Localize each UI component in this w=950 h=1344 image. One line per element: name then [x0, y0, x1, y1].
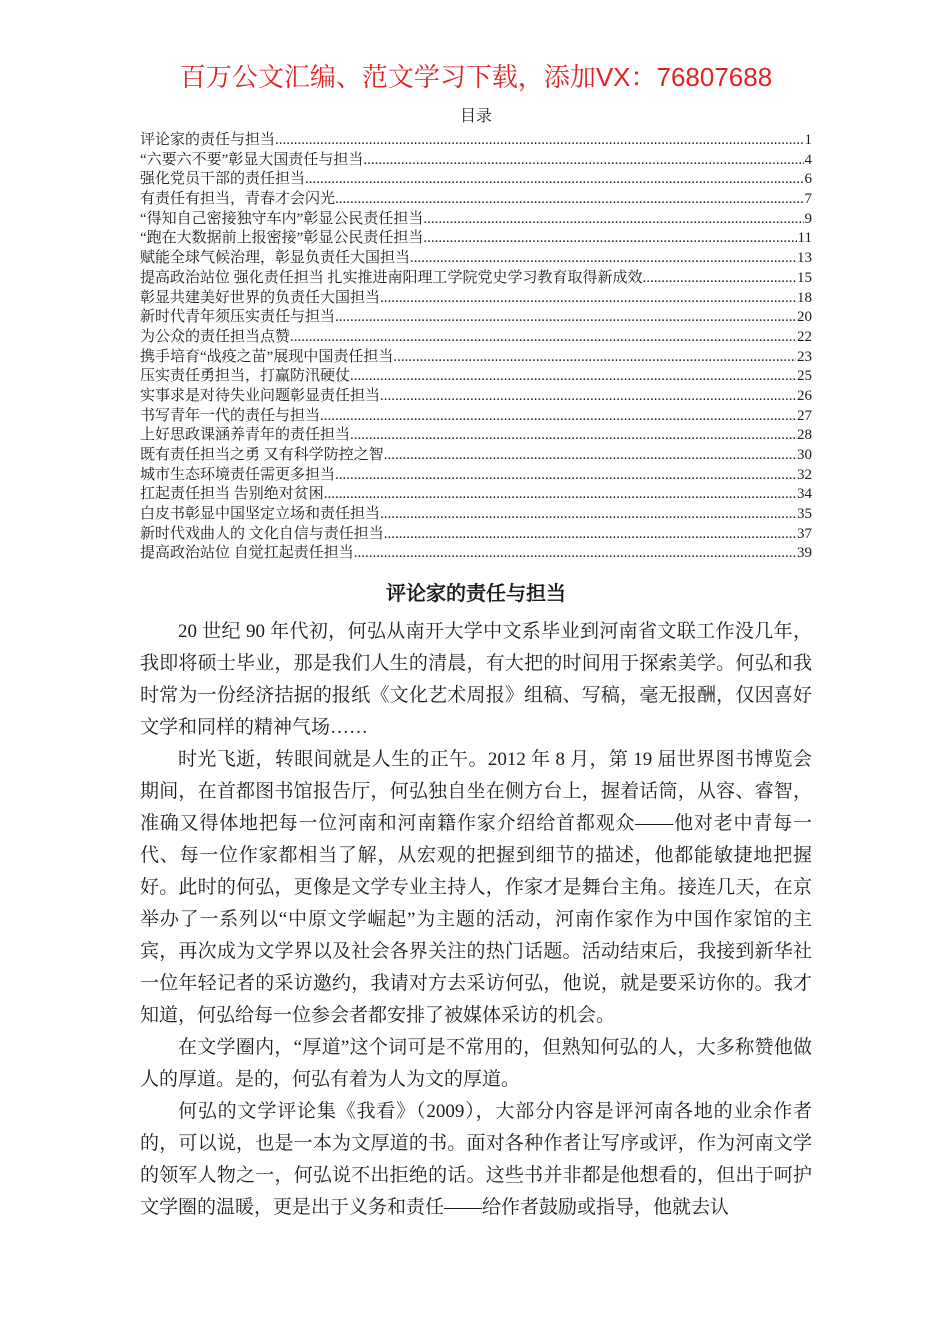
- toc-leader-dots: [384, 525, 796, 545]
- toc-entry-page: 39: [797, 545, 812, 562]
- toc-entry[interactable]: [140, 229, 812, 249]
- toc-entry-page: 7: [804, 191, 812, 208]
- toc-entry[interactable]: [140, 308, 812, 328]
- toc-leader-dots: [320, 407, 796, 427]
- toc-entry-title: 为公众的责任担当点赞: [140, 328, 291, 345]
- article-paragraph: 时光飞逝，转眼间就是人生的正午。2012 年 8 月，第 19 届世界图书博览会期间，在首都图书馆报告厅，何弘独自坐在侧方台上，握着话筒，从容、睿智，准确又得体地把每一位河南和河南籍作家介绍给首都观众——他对老中青每一代、每一位作家都相当了解，从宏观的把握到细节的描述，他都能敏捷地把握好。此时的何弘，更像是文学专业主持人，作家才是舞台主角。接连几天，在京举办了一系列以“中原文学崛起”为主题的活动，河南作家作为中国作家馆的主宾，再次成为文学界以及社会各界关注的热门话题。活动结束后，我接到新华社一位年轻记者的采访邀约，我请对方去采访何弘，他说，就是要采访你的。我才知道，何弘给每一位参会者都安排了被媒体采访的机会。: [140, 749, 812, 1027]
- toc-entry[interactable]: [140, 485, 812, 505]
- toc-entry[interactable]: [140, 249, 812, 269]
- article-body: [140, 616, 812, 1224]
- toc-entry-page: 28: [797, 427, 812, 444]
- toc-leader-dots: [423, 229, 796, 249]
- toc-leader-dots: [423, 210, 803, 230]
- toc-entry-page: 9: [804, 210, 812, 227]
- toc-entry[interactable]: [140, 387, 812, 407]
- toc-leader-dots: [380, 289, 796, 309]
- toc-entry-title: 提高政治站位 强化责任担当 扎实推进南阳理工学院党史学习教育取得新成效: [140, 269, 643, 286]
- toc-leader-dots: [393, 348, 796, 368]
- article-section: [140, 580, 812, 1224]
- toc-entry[interactable]: [140, 466, 812, 486]
- toc-entry[interactable]: [140, 131, 812, 151]
- toc-entry-page: 27: [797, 407, 812, 424]
- toc-entry-title: 提高政治站位 自觉扛起责任担当: [140, 545, 354, 562]
- toc-entry-title: 彰显共建美好世界的负责任大国担当: [140, 289, 381, 306]
- toc-entry-title: “跑在大数据前上报密接”彰显公民责任担当: [140, 230, 424, 247]
- toc-leader-dots: [643, 269, 796, 289]
- toc-leader-dots: [335, 466, 796, 486]
- toc-leader-dots: [363, 151, 803, 171]
- toc-entry[interactable]: [140, 170, 812, 190]
- toc-entry[interactable]: [140, 269, 812, 289]
- toc-entry-page: 18: [797, 289, 812, 306]
- toc-entry-title: “六要六不要”彰显大国责任与担当: [140, 151, 364, 168]
- toc-entry-title: 上好思政课涵养青年的责任担当: [140, 427, 351, 444]
- toc-leader-dots: [350, 426, 796, 446]
- toc-entry-title: 扛起责任担当 告别绝对贫困: [140, 486, 324, 503]
- toc-entry-title: 强化党员干部的责任担当: [140, 171, 306, 188]
- toc-leader-dots: [335, 308, 796, 328]
- toc-entry-page: 1: [804, 132, 812, 148]
- toc-entry-page: 37: [797, 525, 812, 542]
- toc-entry-page: 34: [797, 486, 812, 503]
- toc-leader-dots: [354, 544, 796, 564]
- toc-entry-page: 4: [804, 151, 812, 168]
- toc-entry[interactable]: [140, 151, 812, 171]
- toc-entry-title: “得知自己密接独守车内”彰显公民责任担当: [140, 210, 424, 227]
- toc-entry-title: 压实责任勇担当，打赢防汛硬仗: [140, 368, 351, 385]
- toc-entry-page: 13: [797, 250, 812, 267]
- toc-leader-dots: [350, 367, 796, 387]
- toc-entry-title: 新时代青年须压实责任与担当: [140, 309, 336, 326]
- toc-entry-page: 20: [797, 309, 812, 326]
- toc-leader-dots: [275, 131, 803, 151]
- toc-entry-title: 有责任有担当，青春才会闪光: [140, 191, 336, 208]
- toc-leader-dots: [410, 249, 796, 269]
- toc-entry-title: 赋能全球气候治理，彰显负责任大国担当: [140, 250, 411, 267]
- article-paragraph: 何弘的文学评论集《我看》（2009），大部分内容是评河南各地的业余作者的，可以说，也是一本为文厚道的书。面对各种作者让写序或评，作为河南文学的领军人物之一，何弘说不出拒绝的话。这些书并非都是他想看的，但出于呵护文学圈的温暖，更是出于义务和责任——给作者鼓励或指导，他就去认: [140, 1101, 812, 1219]
- toc-entry-page: 30: [797, 447, 812, 463]
- toc-entry-page: 15: [797, 269, 812, 286]
- toc-entry-page: 25: [797, 368, 812, 385]
- toc-entry[interactable]: [140, 544, 812, 564]
- toc-entry[interactable]: [140, 210, 812, 230]
- article-paragraph: 在文学圈内，“厚道”这个词可是不常用的，但熟知何弘的人，大多称赞他做人的厚道。是的，何弘有着为人为文的厚道。: [140, 1037, 812, 1091]
- toc-entry-title: 携手培育“战疫之苗”展现中国责任担当: [140, 348, 394, 365]
- toc-entry[interactable]: [140, 407, 812, 427]
- toc-entry[interactable]: [140, 190, 812, 210]
- toc-entry-page: 11: [797, 230, 812, 247]
- toc-entry[interactable]: [140, 525, 812, 545]
- toc-leader-dots: [305, 170, 803, 190]
- toc-entry[interactable]: [140, 426, 812, 446]
- toc-entry-title: 新时代戏曲人的 文化自信与责任担当: [140, 525, 384, 542]
- toc-entry-title: 实事求是对待失业问题彰显责任担当: [140, 387, 381, 404]
- toc-entry-page: 26: [797, 387, 812, 404]
- toc-entry-title: 书写青年一代的责任与担当: [140, 407, 321, 424]
- toc-entry-page: 6: [804, 171, 812, 188]
- toc-leader-dots: [324, 485, 796, 505]
- toc-leader-dots: [384, 446, 796, 466]
- toc-leader-dots: [380, 387, 796, 407]
- toc-entry[interactable]: [140, 328, 812, 348]
- toc-entry[interactable]: [140, 446, 812, 466]
- toc-list: [140, 131, 812, 564]
- article-title: 评论家的责任与担当: [386, 583, 566, 606]
- toc-leader-dots: [380, 505, 796, 525]
- toc-entry[interactable]: [140, 505, 812, 525]
- toc-leader-dots: [290, 328, 796, 348]
- article-paragraph: 20 世纪 90 年代初，何弘从南开大学中文系毕业到河南省文联工作没几年，我即将硕士毕业，那是我们人生的清晨，有大把的时间用于探索美学。何弘和我时常为一份经济拮据的报纸《文化艺术周报》组稿、写稿，毫无报酬，仅因喜好文学和同样的精神气场……: [140, 621, 812, 739]
- toc-entry[interactable]: [140, 289, 812, 309]
- toc-entry-title: 城市生态环境责任需更多担当: [140, 466, 336, 483]
- toc-entry-title: 评论家的责任与担当: [140, 132, 276, 148]
- toc-entry-title: 白皮书彰显中国坚定立场和责任担当: [140, 506, 381, 523]
- toc-entry-page: 22: [797, 328, 812, 345]
- toc-entry-page: 35: [797, 506, 812, 523]
- header-notice: 百万公文汇编、范文学习下载，添加VX：76807688: [179, 62, 773, 92]
- toc-heading: 目录: [459, 108, 492, 125]
- toc-entry-title: 既有责任担当之勇 又有科学防控之智: [140, 447, 384, 463]
- toc-entry-page: 23: [797, 348, 812, 365]
- toc-leader-dots: [335, 190, 803, 210]
- toc-entry[interactable]: [140, 367, 812, 387]
- toc-entry-page: 32: [797, 466, 812, 483]
- toc-entry[interactable]: [140, 348, 812, 368]
- toc-section: [140, 106, 812, 564]
